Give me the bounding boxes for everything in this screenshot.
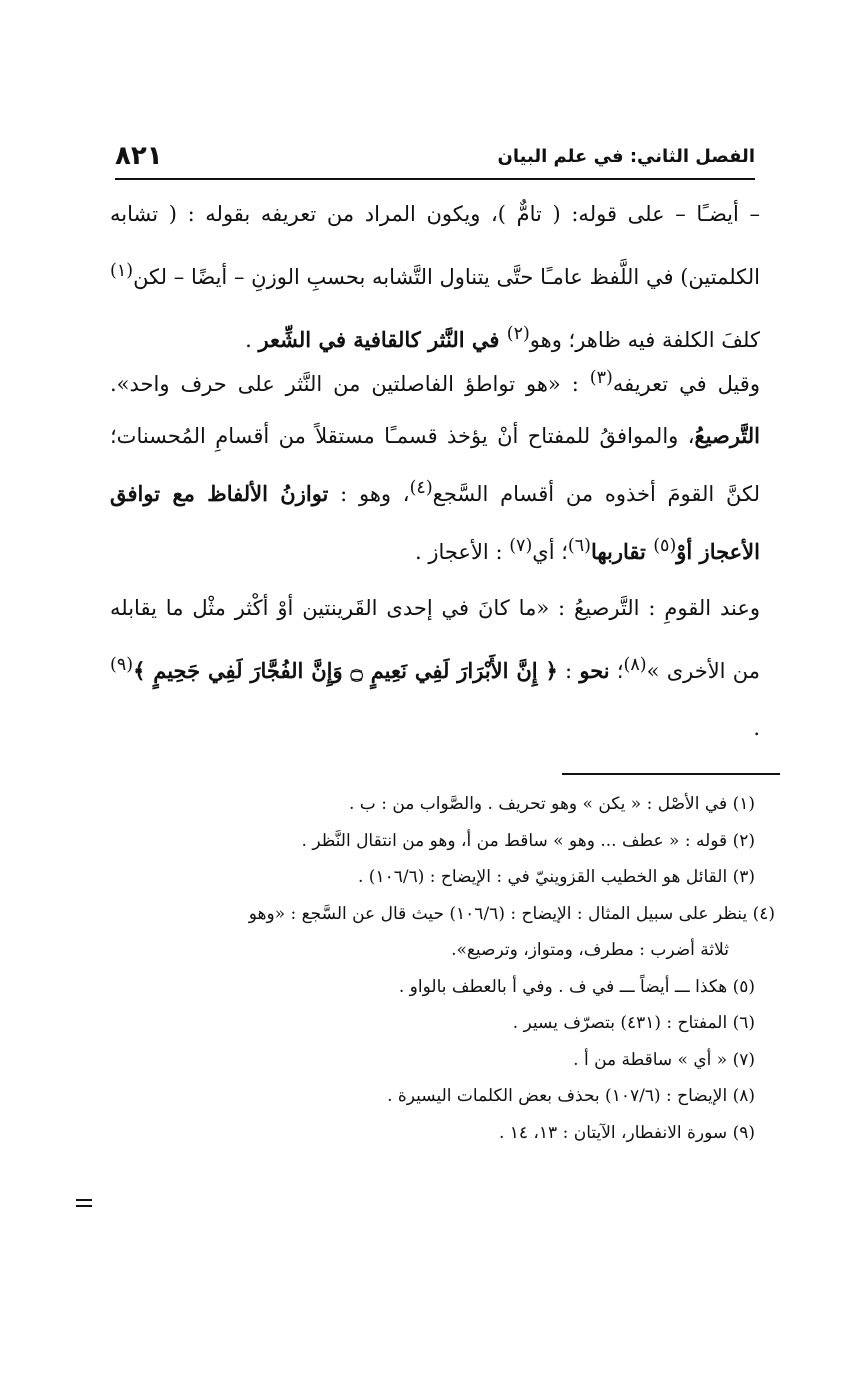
p3-text-f: . xyxy=(753,716,760,740)
footnote-6: (٦) المفتاح : (٤٣١) بتصرّف يسير . xyxy=(512,1013,755,1033)
p3-text-b: ؛ xyxy=(609,659,624,683)
p1-text-d: . xyxy=(245,328,259,352)
footnote-ref-9: (٩) xyxy=(110,655,134,675)
footnote-2: (٢) قوله : « عطف ... وهو » ساقط من أ، وهو من انتقال النَّظر . xyxy=(301,830,755,851)
running-head: الفصل الثاني: في علم البيان xyxy=(497,146,755,167)
p1-text-a: – أيضـًا – على قوله: ( تامٌّ )، ويكون المراد من تعريفه بقوله : ( تشابه الكلمتين) في اللَّفظ عامـًا حتَّى يتناول التَّشابه بحسبِ الوزنِ – أيضًا – لكن xyxy=(110,202,760,289)
footnote-7: (٧) « أي » ساقطة من أ . xyxy=(573,1049,755,1070)
quran-verse: ﴿ إِنَّ الأَبْرَارَ لَفِي نَعِيمٍ ۝ وَإِنَّ الفُجَّارَ لَفِي جَحِيمٍ ﴾ xyxy=(133,658,558,683)
p2-text-a: وقيل في تعريفه xyxy=(612,372,760,396)
p2-text-e: ، وهو : xyxy=(328,482,410,506)
p3-text-d: : xyxy=(557,659,580,683)
p1-bold-phrase: في النَّثر كالقافية في الشِّعر xyxy=(258,327,507,352)
p2-term-tarsee: التَّرصيعُ xyxy=(694,423,760,448)
page-header xyxy=(115,138,755,174)
margin-mark xyxy=(76,1199,92,1211)
footnote-5: (٥) هكذا ـــ أيضاً ـــ في ف . وفي أ بالعطف بالواو . xyxy=(398,976,755,997)
p2-bold-taqarub: تقاربها xyxy=(590,539,654,564)
p2-text-i: : الأعجاز . xyxy=(414,540,510,564)
footnote-ref-5: (٥) xyxy=(653,536,677,556)
footnote-ref-4: (٤) xyxy=(409,478,433,498)
p2-text-h: ؛ أي xyxy=(532,540,568,564)
footnote-3: (٣) القائل هو الخطيب القزوينيّ في : الإيضاح : (١٠٦/٦) . xyxy=(358,867,755,887)
footnote-ref-2: (٢) xyxy=(506,324,530,344)
paragraph-1 xyxy=(110,186,760,369)
p2-text-b: : «هو تواطؤ الفاصلتين من النَّثر على حرف واحد». xyxy=(110,372,590,396)
p3-text-a: وعند القومِ : التَّرصيعُ : «ما كانَ في إحدى القَرينتين أوْ أكْثر مثْل ما يقابله من الأخرى » xyxy=(110,596,760,683)
footnote-ref-8: (٨) xyxy=(623,655,647,675)
footnote-4: (٤) ينظر على سبيل المثال : الإيضاح : (١٠٦/٦) حيث قال عن السَّجع : «وهو xyxy=(248,903,775,924)
footnote-4-continuation: ثلاثة أضرب : مطرف، ومتواز، وترصيع». xyxy=(451,940,729,960)
footnote-1: (١) في الأصْل : « يكن » وهو تحريف . والصَّواب من : ب . xyxy=(348,794,755,814)
p1-text-b: كلفَ الكلفة فيه ظاهر؛ وهو xyxy=(529,328,760,352)
paragraph-3 xyxy=(110,580,792,757)
paragraph-2 xyxy=(110,352,792,578)
p2-definition-bold: توازنُ الألفاظ مع توافق الأعجاز أوْ xyxy=(110,481,760,564)
footnotes xyxy=(105,786,775,1151)
footnote-ref-6: (٦) xyxy=(567,536,591,556)
footnote-ref-3: (٣) xyxy=(589,368,613,388)
p3-bold-nahw: نحو xyxy=(579,658,610,683)
page-number: ٨٢١ xyxy=(115,141,163,171)
p2-text-d: ، والموافقُ للمفتاح أنْ يؤخذ قسمـًا مستقلاً من أقسامِ المُحسنات؛ لكنَّ القومَ أخذوه من أقسام السَّجع xyxy=(110,424,760,506)
footnote-9: (٩) سورة الانفطار، الآيتان : ١٣، ١٤ . xyxy=(498,1122,755,1143)
header-rule xyxy=(115,178,755,180)
footnote-separator xyxy=(562,773,780,775)
footnote-8: (٨) الإيضاح : (١٠٧/٦) بحذف بعض الكلمات اليسيرة . xyxy=(387,1086,755,1106)
footnote-ref-7: (٧) xyxy=(509,536,533,556)
footnote-ref-1: (١) xyxy=(110,261,134,281)
